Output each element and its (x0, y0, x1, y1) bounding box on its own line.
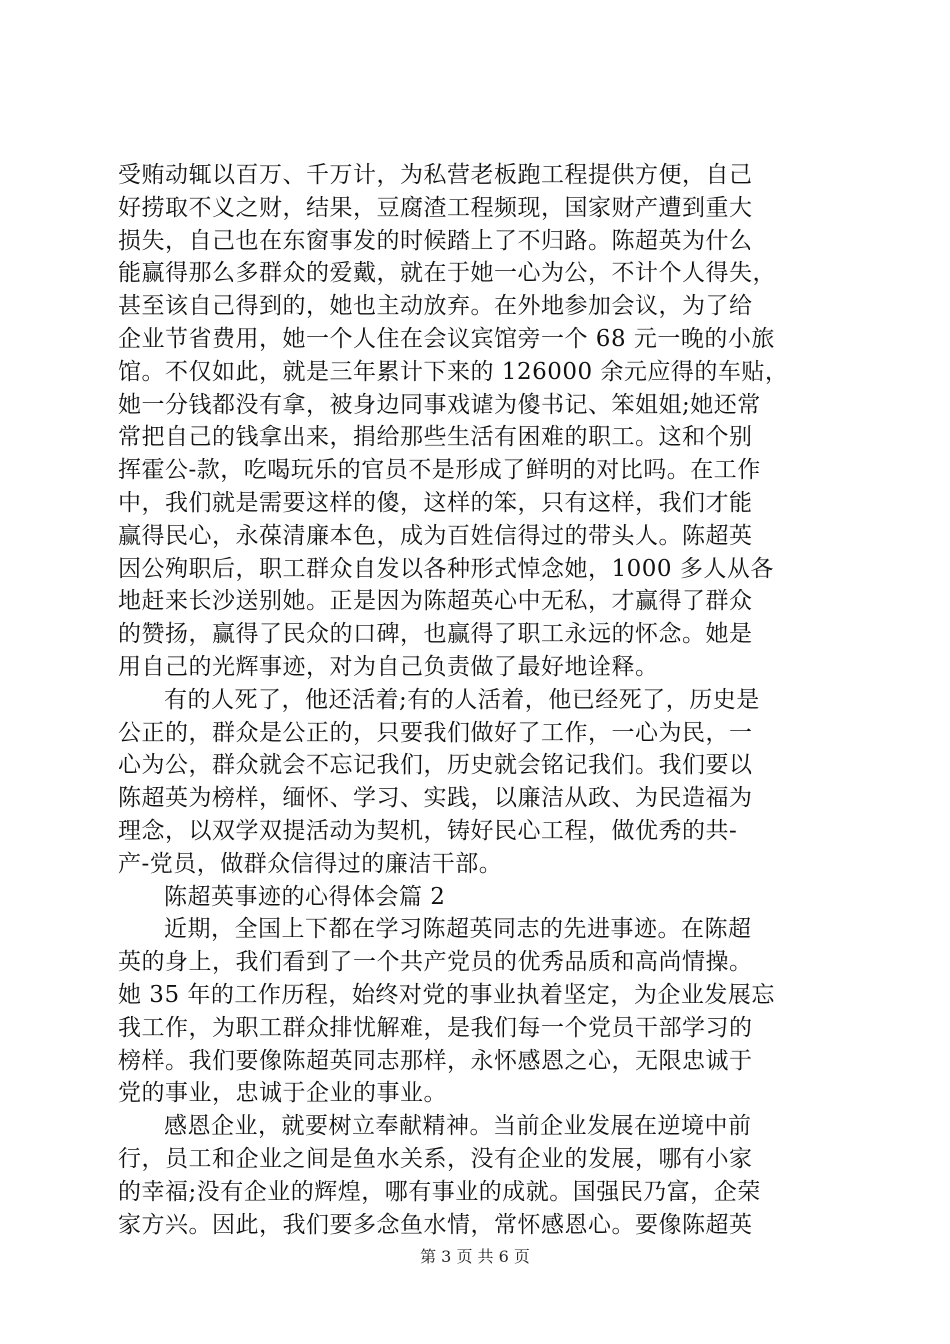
text-line: 理念，以双学双提活动为契机，铸好民心工程，做优秀的共- (118, 817, 738, 844)
text-line: 家方兴。因此，我们要多念鱼水情，常怀感恩心。要像陈超英 (118, 1211, 753, 1238)
text-line: 感恩企业，就要树立奉献精神。当前企业发展在逆境中前 (164, 1113, 752, 1140)
text-line: 常把自己的钱拿出来，捐给那些生活有困难的职工。这和个别 (118, 424, 753, 451)
text-line: 能赢得那么多群众的爱戴，就在于她一心为公，不计个人得失， (118, 260, 776, 287)
text-line: 有的人死了，他还活着;有的人活着，他已经死了，历史是 (164, 686, 760, 713)
text-line: 企业节省费用，她一个人住在会议宾馆旁一个 68 元一晚的小旅 (118, 325, 775, 352)
page-footer: 第 3 页 共 6 页 (420, 1247, 530, 1266)
text-line: 她一分钱都没有拿，被身边同事戏谑为傻书记、笨姐姐;她还常 (118, 391, 761, 418)
text-line: 行，员工和企业之间是鱼水关系，没有企业的发展，哪有小家 (118, 1145, 753, 1172)
text-line: 甚至该自己得到的，她也主动放弃。在外地参加会议，为了给 (118, 293, 753, 320)
text-line: 挥霍公-款，吃喝玩乐的官员不是形成了鲜明的对比吗。在工作 (118, 457, 761, 484)
text-line: 地赶来长沙送别她。正是因为陈超英心中无私，才赢得了群众 (118, 588, 753, 615)
text-line: 产-党员，做群众信得过的廉洁干部。 (118, 850, 503, 877)
text-line: 她 35 年的工作历程，始终对党的事业执着坚定，为企业发展忘 (118, 981, 775, 1008)
text-line: 党的事业，忠诚于企业的事业。 (118, 1080, 447, 1107)
section-heading: 陈超英事迹的心得体会篇 2 (164, 883, 446, 910)
text-line: 陈超英为榜样，缅怀、学习、实践，以廉洁从政、为民造福为 (118, 785, 753, 812)
document-body (118, 159, 834, 1241)
text-line: 近期，全国上下都在学习陈超英同志的先进事迹。在陈超 (164, 916, 752, 943)
text-line: 英的身上，我们看到了一个共产党员的优秀品质和高尚情操。 (118, 949, 753, 976)
text-line: 好捞取不义之财，结果，豆腐渣工程频现，国家财产遭到重大 (118, 194, 753, 221)
text-line: 赢得民心，永葆清廉本色，成为百姓信得过的带头人。陈超英 (118, 522, 753, 549)
text-line: 受贿动辄以百万、千万计，为私营老板跑工程提供方便，自己 (118, 162, 753, 188)
text-line: 馆。不仅如此，就是三年累计下来的 126000 余元应得的车贴， (118, 358, 789, 385)
text-line: 中，我们就是需要这样的傻，这样的笨，只有这样，我们才能 (118, 489, 753, 516)
text-line: 的幸福;没有企业的辉煌，哪有事业的成就。国强民乃富，企荣 (118, 1178, 761, 1205)
text-line: 榜样。我们要像陈超英同志那样，永怀感恩之心，无限忠诚于 (118, 1047, 753, 1074)
text-line: 用自己的光辉事迹，对为自己负责做了最好地诠释。 (118, 653, 659, 680)
text-line: 损失，自己也在东窗事发的时候踏上了不归路。陈超英为什么 (118, 227, 753, 254)
text-line: 因公殉职后，职工群众自发以各种形式悼念她，1000 多人从各 (118, 555, 774, 582)
text-line: 我工作，为职工群众排忧解难，是我们每一个党员干部学习的 (118, 1014, 753, 1041)
text-line: 心为公，群众就会不忘记我们，历史就会铭记我们。我们要以 (118, 752, 753, 779)
text-line: 公正的，群众是公正的，只要我们做好了工作，一心为民，一 (118, 719, 753, 746)
text-line: 的赞扬，赢得了民众的口碑，也赢得了职工永远的怀念。她是 (118, 621, 753, 648)
